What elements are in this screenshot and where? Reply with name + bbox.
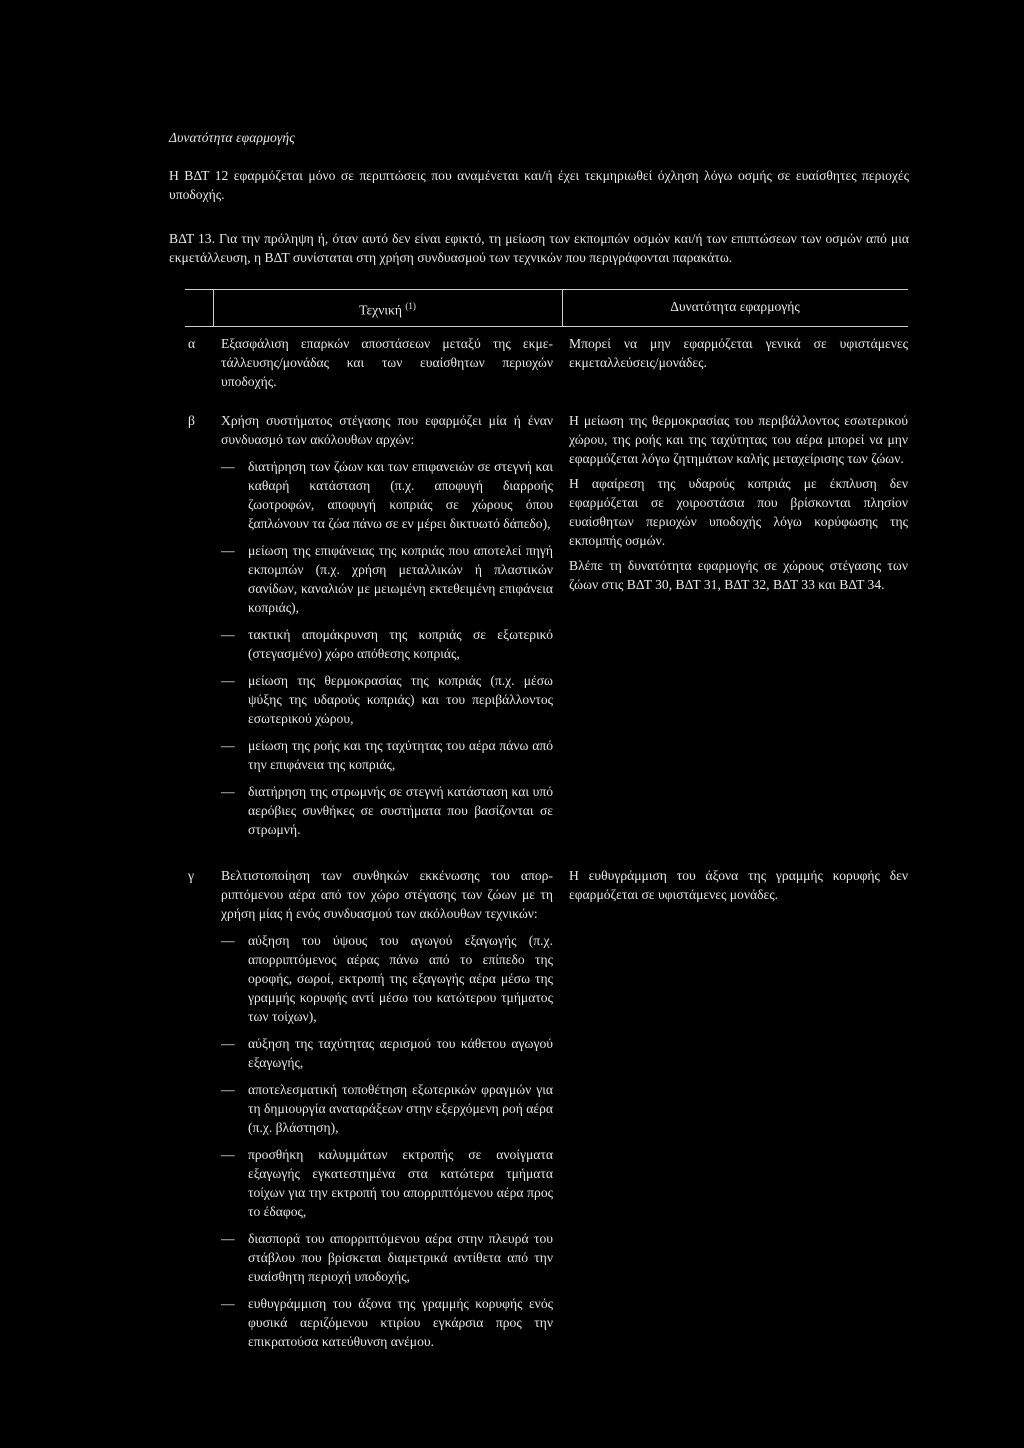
list-item <box>221 931 553 1026</box>
dash-bullet: — <box>221 673 235 688</box>
footnote-reference: (1) <box>405 301 416 311</box>
dash-bullet: — <box>221 459 235 474</box>
applicability-cell <box>569 411 908 594</box>
applicability-text: Η αφαίρεση της υδαρούς κοπριάς με έκπλυση δεν εφαρμόζεται σε χοιροστάσια που βρίσκονται πλησίον ευαίσθητων περιοχών υποδοχής λόγω κορύφωσης της εκπομπής οσμών. <box>569 476 908 548</box>
row-letter: α <box>188 336 196 351</box>
technique-intro: Βελτιστοποίηση των συνθηκών εκκένωσης του απορριπτόμενου αέρα από τον χώρο στέγασης των ζώων με τη χρήση μίας ή ενός συνδυασμού των ακόλουθων τεχνικών: <box>221 868 553 921</box>
table-header-rule <box>185 326 908 327</box>
list-item <box>221 1080 553 1137</box>
list-item-text: μείωση της επιφάνειας της κοπριάς που αποτελεί πηγή εκπομπών (π.χ. χρήση μεταλλικών ή πλαστικών σανίδων, καναλιών με μειωμένη εκτεθειμένη επιφάνεια κοπριάς), <box>248 543 553 615</box>
list-item-text: διατήρηση των ζώων και των επιφανειών σε στεγνή και καθαρή κατάσταση (π.χ. αποφυγή διαρροής ζωοτροφών, αποφυγή κοπριάς σε χώρους όπου ξαπλώνουν τα ζώα πάνω σε εν μέρει δικτυωτό δάπεδο), <box>248 459 553 531</box>
list-item-text: αποτελεσματική τοποθέτηση εξωτερικών φραγμών για τη δημιουργία αναταράξεων στην εξερχόμενη ροή αέρα (π.χ. βλάστηση), <box>248 1082 553 1135</box>
list-item-text: διασπορά του απορριπτόμενου αέρα στην πλευρά του στάβλου που βρίσκεται διαμετρικά αντίθετα από την ευαίσθητη περιοχή υποδοχής, <box>248 1231 553 1284</box>
technique-cell <box>221 411 553 847</box>
paragraph-applicability-bat12: Η ΒΔΤ 12 εφαρμόζεται μόνο σε περιπτώσεις που αναμένεται και/ή έχει τεκμηριωθεί όχληση λόγω οσμής σε ευαίσθητες περιοχές υποδοχής. <box>169 168 909 202</box>
dash-bullet: — <box>221 1036 235 1051</box>
dash-bullet: — <box>221 933 235 948</box>
table-top-rule <box>185 289 908 290</box>
applicability-text: Βλέπε τη δυνατότητα εφαρμογής σε χώρους στέγασης των ζώων στις ΒΔΤ 30, ΒΔΤ 31, ΒΔΤ 32, ΒΔΤ 33 και ΒΔΤ 34. <box>569 558 908 592</box>
list-item-text: μείωση της ροής και της ταχύτητας του αέρα πάνω από την επιφάνεια της κοπριάς, <box>248 738 553 772</box>
table-header-applicability: Δυνατότητα εφαρμογής <box>670 299 800 314</box>
technique-cell <box>221 334 553 391</box>
list-item <box>221 1294 553 1351</box>
list-item-text: προσθήκη καλυμμάτων εκτροπής σε ανοίγματα εξαγωγής εγκατεστημένα στα κατώτερα τμήματα τοίχων για την εκτροπή του απορριπτόμενου αέρα προς το έδαφος, <box>248 1147 553 1219</box>
list-item-text: διατήρηση της στρωμνής σε στεγνή κατάσταση και υπό αερόβιες συνθήκες σε συστήματα που βασίζονται σε στρωμνή. <box>248 784 553 837</box>
list-item <box>221 782 553 839</box>
technique-list <box>221 457 553 839</box>
list-item <box>221 457 553 533</box>
list-item <box>221 1229 553 1286</box>
list-item <box>221 1145 553 1221</box>
list-item-text: μείωση της θερμοκρασίας της κοπριάς (π.χ. μέσω ψύξης της υδαρούς κοπριάς) και του περιβάλλοντος εσωτερικού χώρου, <box>248 673 553 726</box>
list-item-text: αύξηση της ταχύτητας αερισμού του κάθετου αγωγού εξαγωγής, <box>248 1036 553 1070</box>
list-item <box>221 736 553 774</box>
dash-bullet: — <box>221 1231 235 1246</box>
applicability-text: Η μείωση της θερμοκρασίας του περιβάλλοντος εσωτερικού χώρου, της ροής και της ταχύτητας του αέρα μπορεί να μην εφαρμόζεται λόγω ζητημάτων καλής μεταχείρισης των ζώων. <box>569 413 908 466</box>
list-item <box>221 1034 553 1072</box>
dash-bullet: — <box>221 738 235 753</box>
dash-bullet: — <box>221 1147 235 1162</box>
paragraph-bat13: ΒΔΤ 13. Για την πρόληψη ή, όταν αυτό δεν είναι εφικτό, τη μείωση των εκπομπών οσμών και/ή των επιπτώσεων των οσμών από μια εκμετάλλευση, η ΒΔΤ συνίσταται στη χρήση συνδυασμού των τεχνικών που περιγράφονται παρακάτω. <box>169 231 909 265</box>
dash-bullet: — <box>221 1082 235 1097</box>
applicability-cell <box>569 334 908 372</box>
list-item-text: αύξηση του ύψους του αγωγού εξαγωγής (π.χ. απορριπτόμενος αέρας πάνω από το επίπεδο της οροφής, σωροί, εκτροπή της εξαγωγής αέρα μέσω της γραμμής κορυφής αντί μέσω του κατώτερου τμήματος των τοίχων), <box>248 933 553 1024</box>
dash-bullet: — <box>221 627 235 642</box>
list-item <box>221 671 553 728</box>
row-letter: γ <box>188 868 195 883</box>
section-title: Δυνατότητα εφαρμογής <box>169 130 295 145</box>
technique-text: Εξασφάλιση επαρκών αποστάσεων μεταξύ της εκμετάλλευσης/μονάδας και των ευαίσθητων περιοχών υποδοχής. <box>221 336 553 389</box>
dash-bullet: — <box>221 1296 235 1311</box>
technique-cell <box>221 866 553 1359</box>
dash-bullet: — <box>221 784 235 799</box>
list-item-text: τακτική απομάκρυνση της κοπριάς σε εξωτερικό (στεγασμένο) χώρο απόθεσης κοπριάς, <box>248 627 553 661</box>
list-item-text: ευθυγράμμιση του άξονα της γραμμής κορυφής ενός φυσικά αεριζόμενου κτιρίου εγκάρσια προς την επικρατούσα κατεύθυνση ανέμου. <box>248 1296 553 1349</box>
header-technique-label: Τεχνική <box>359 302 402 318</box>
list-item <box>221 541 553 617</box>
table-header-technique <box>213 297 562 320</box>
row-letter: β <box>188 413 195 428</box>
list-item <box>221 625 553 663</box>
technique-list <box>221 931 553 1351</box>
applicability-text: Μπορεί να μην εφαρμόζεται γενικά σε υφιστάμενες εκμεταλλεύσεις/μονάδες. <box>569 336 908 370</box>
applicability-text: Η ευθυγράμμιση του άξονα της γραμμής κορυφής δεν εφαρμόζεται σε υφιστάμενες μονάδες. <box>569 868 908 902</box>
applicability-cell <box>569 866 908 904</box>
dash-bullet: — <box>221 543 235 558</box>
technique-intro: Χρήση συστήματος στέγασης που εφαρμόζει μία ή έναν συνδυασμό των ακόλουθων αρχών: <box>221 413 553 447</box>
